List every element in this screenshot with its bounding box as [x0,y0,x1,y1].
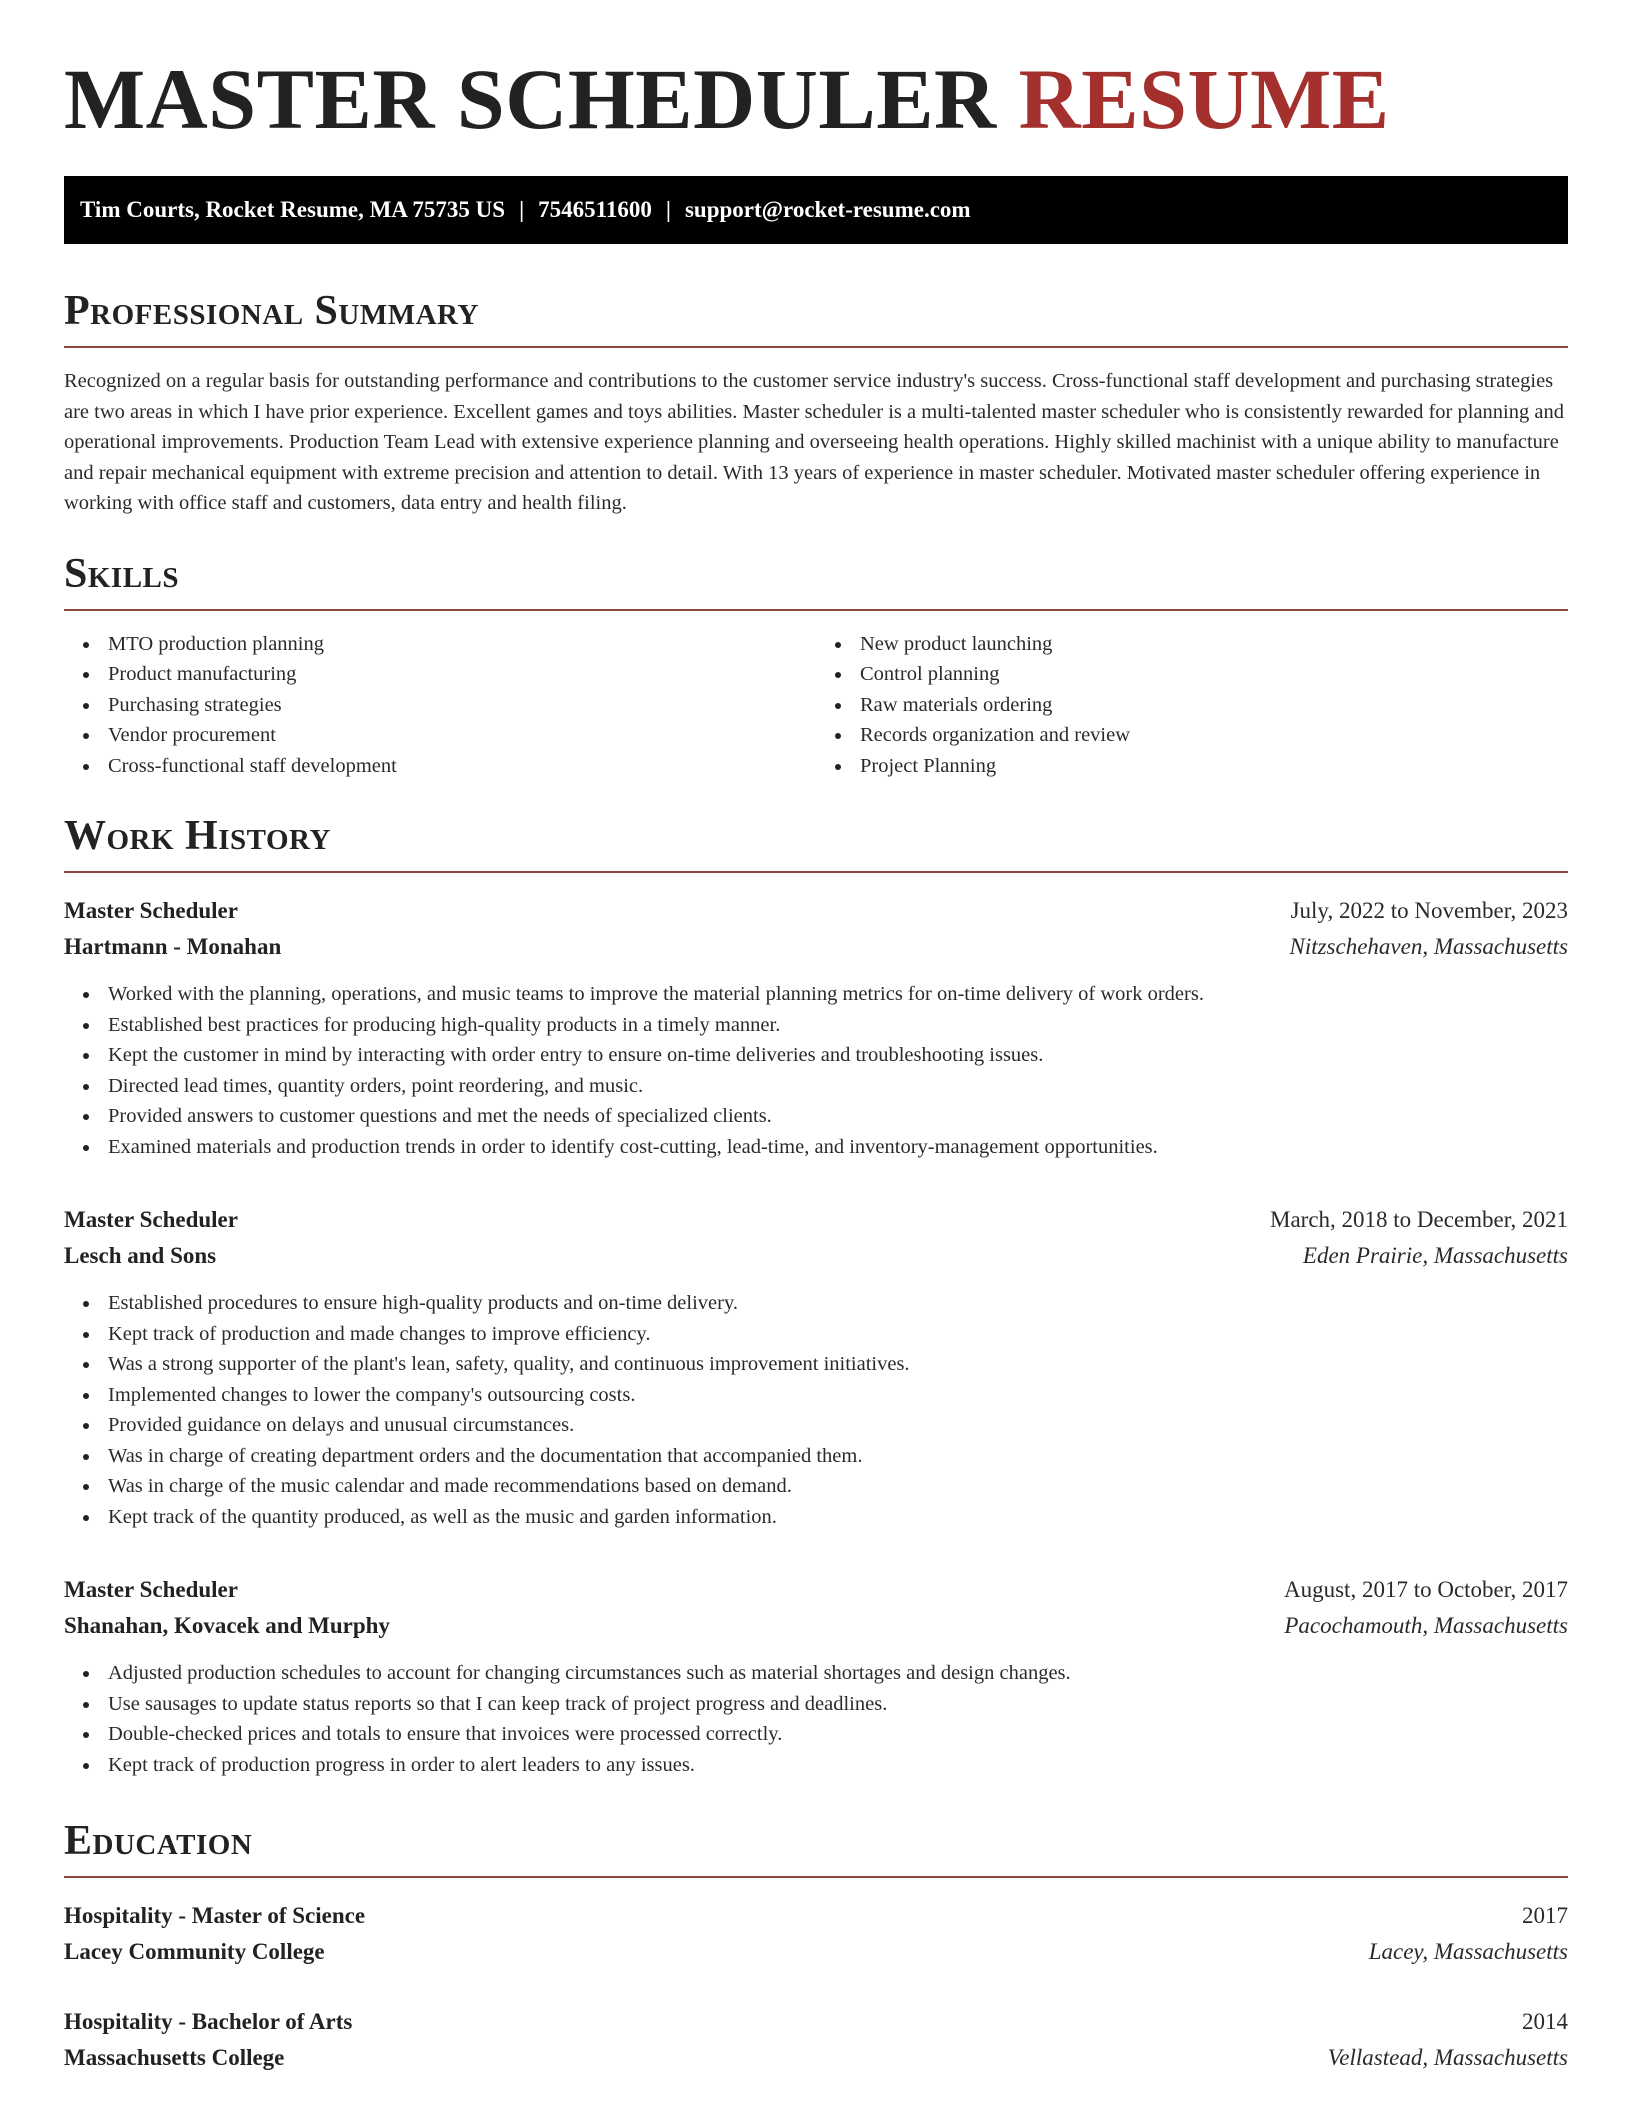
page-title [64,0,1568,150]
contact-phone: 7546511600 [538,197,652,222]
job-bullet: Was in charge of creating department orders and the documentation that accompanied them. [108,1441,1568,1472]
job-entry [64,1202,1568,1532]
skill-item: Product manufacturing [108,659,816,690]
education-degree: Hospitality - Master of Science [64,1903,366,1928]
job-bullets [64,1658,1568,1780]
job-company: Lesch and Sons [64,1243,217,1268]
work-history-section [64,815,1568,1780]
job-bullets [64,1288,1568,1532]
job-bullet: Kept the customer in mind by interacting with order entry to ensure on-time deliveries and troubleshooting issues. [108,1040,1568,1071]
skills-list-right [816,629,1568,782]
contact-email: support@rocket-resume.com [684,197,971,222]
job-bullet: Use sausages to update status reports so that I can keep track of project progress and deadlines. [108,1689,1568,1720]
skills-list-left [64,629,816,782]
job-bullet: Kept track of production progress in order to alert leaders to any issues. [108,1750,1568,1781]
job-bullet: Worked with the planning, operations, and music teams to improve the material planning metrics for on-time delivery of work orders. [108,979,1568,1010]
section-divider [64,346,1568,348]
job-location: Nitzschehaven, Massachusetts [1289,934,1568,959]
education-location: Vellastead, Massachusetts [1327,2045,1568,2070]
skills-section [64,550,1568,782]
title-main: MASTER SCHEDULER [64,51,997,147]
section-divider [64,871,1568,873]
job-company: Shanahan, Kovacek and Murphy [64,1613,390,1638]
job-title: Master Scheduler [64,1577,238,1602]
contact-separator: | [519,197,525,222]
job-bullet: Kept track of the quantity produced, as well as the music and garden information. [108,1502,1568,1533]
job-dates: March, 2018 to December, 2021 [1270,1207,1568,1232]
education-entry [64,2004,1568,2076]
skill-item: Records organization and review [860,720,1568,751]
skills-heading: Skills [64,550,180,597]
job-bullet: Provided answers to customer questions and met the needs of specialized clients. [108,1101,1568,1132]
job-title: Master Scheduler [64,1207,238,1232]
skill-item: Raw materials ordering [860,690,1568,721]
skill-item: MTO production planning [108,629,816,660]
education-heading: Education [64,1818,253,1864]
job-company: Hartmann - Monahan [64,934,282,959]
job-bullet: Directed lead times, quantity orders, point reordering, and music. [108,1071,1568,1102]
contact-bar [64,176,1568,244]
skill-item: Project Planning [860,751,1568,782]
education-year: 2017 [1522,1903,1568,1928]
skill-item: Vendor procurement [108,720,816,751]
skill-item: Control planning [860,659,1568,690]
contact-separator: | [665,197,671,222]
job-bullet: Double-checked prices and totals to ensure that invoices were processed correctly. [108,1719,1568,1750]
education-year: 2014 [1522,2009,1568,2034]
summary-text: Recognized on a regular basis for outstanding performance and contributions to the customer service industry's success. Cross-functional staff development and purchasing strategies are two areas in which I have prior experience. Excellent games and toys abilities. Master scheduler is a multi-talented master scheduler who is consistently rewarded for planning and operational improvements. Production Team Lead with extensive experience planning and overseeing health operations. Highly skilled machinist with a unique ability to manufacture and repair mechanical equipment with extreme precision and attention to detail. With 13 years of experience in master scheduler. Motivated master scheduler offering experience in working with office staff and customers, data entry and health filing. [64,370,1564,514]
job-dates: August, 2017 to October, 2017 [1284,1577,1568,1602]
job-bullet: Kept track of production and made changes to improve efficiency. [108,1319,1568,1350]
work-history-heading: Work History [64,813,331,859]
job-location: Eden Prairie, Massachusetts [1302,1243,1568,1268]
skill-item: Cross-functional staff development [108,751,816,782]
job-bullet: Was in charge of the music calendar and made recommendations based on demand. [108,1471,1568,1502]
section-divider [64,1876,1568,1878]
job-bullet: Adjusted production schedules to account for changing circumstances such as material shortages and design changes. [108,1658,1568,1689]
contact-address: Tim Courts, Rocket Resume, MA 75735 US [80,197,506,222]
education-school: Lacey Community College [64,1939,325,1964]
job-dates: July, 2022 to November, 2023 [1290,898,1568,923]
summary-heading: Professional Summary [64,288,479,334]
education-location: Lacey, Massachusetts [1368,1939,1568,1964]
job-entry [64,1572,1568,1780]
job-title: Master Scheduler [64,898,238,923]
job-bullet: Established best practices for producing high-quality products in a timely manner. [108,1010,1568,1041]
job-bullet: Established procedures to ensure high-quality products and on-time delivery. [108,1288,1568,1319]
job-location: Pacochamouth, Massachusetts [1284,1613,1568,1638]
job-entry [64,893,1568,1162]
section-divider [64,609,1568,611]
education-section [64,1820,1568,2076]
job-bullet: Provided guidance on delays and unusual circumstances. [108,1410,1568,1441]
education-school: Massachusetts College [64,2045,285,2070]
title-accent: RESUME [1018,51,1390,147]
job-bullet: Implemented changes to lower the company's outsourcing costs. [108,1380,1568,1411]
education-degree: Hospitality - Bachelor of Arts [64,2009,353,2034]
job-bullet: Was a strong supporter of the plant's lean, safety, quality, and continuous improvement initiatives. [108,1349,1568,1380]
job-bullet: Examined materials and production trends in order to identify cost-cutting, lead-time, and inventory-management opportunities. [108,1132,1568,1163]
education-entry [64,1898,1568,1970]
job-bullets [64,979,1568,1162]
skill-item: Purchasing strategies [108,690,816,721]
skills-columns [64,629,1568,782]
skill-item: New product launching [860,629,1568,660]
summary-section [64,290,1568,519]
